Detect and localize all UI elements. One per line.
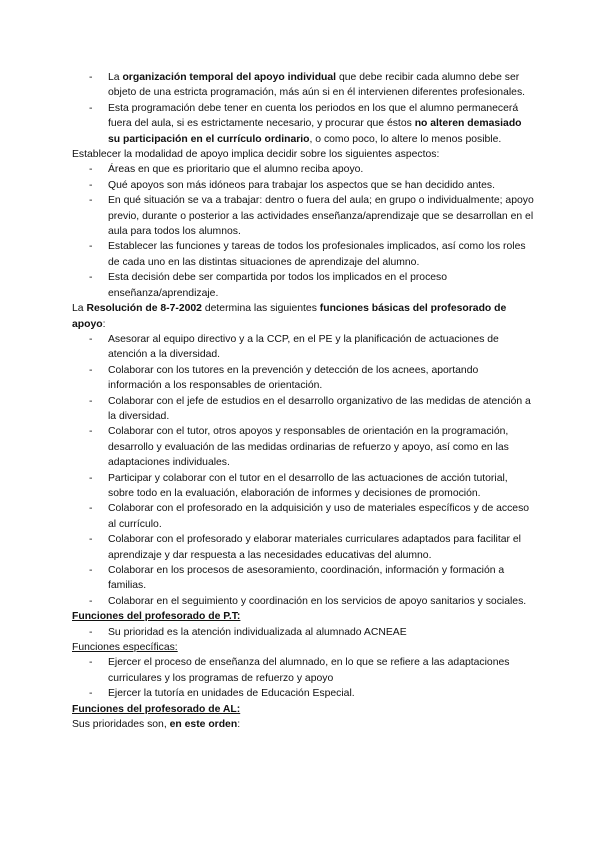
- list-item-text: [108, 596, 526, 607]
- list-item: [72, 686, 534, 701]
- list-item: [72, 471, 534, 502]
- text-run: , o como poco, lo altere lo menos posible.: [309, 133, 502, 145]
- bold-text: organización temporal del apoyo individual: [122, 72, 337, 83]
- text-run: Ejercer el proceso de enseñanza del alumnado, en lo que se refiere a las adaptaciones curriculares y los programas de refuerzo y apoyo: [108, 657, 510, 684]
- list-item: [72, 70, 534, 101]
- resolucion-intro: [72, 301, 534, 332]
- text-run: Establecer la modalidad de apoyo implica decidir sobre los siguientes aspectos:: [72, 149, 440, 161]
- text-run: Colaborar en los procesos de asesoramiento, coordinación, información y formación a familias.: [108, 565, 505, 592]
- text-run: Su prioridad es la atención individualizada al alumnado ACNEAE: [108, 626, 407, 638]
- bullet-dash: -: [89, 364, 93, 376]
- bullet-dash: -: [89, 626, 93, 638]
- section-heading-pt: Funciones del profesorado de P.T:: [72, 611, 241, 623]
- bullet-dash: -: [89, 102, 93, 114]
- bold-text: en este orden: [169, 719, 238, 731]
- text-run: Colaborar con el jefe de estudios en el desarrollo organizativo de las medidas de atención a la diversidad.: [108, 395, 531, 422]
- bold-text: no alteren demasiado su participación en el currículo ordinario: [108, 118, 522, 145]
- organizacion-apoyo-list: [72, 70, 534, 147]
- list-item-text: [108, 565, 504, 591]
- bold-text: funciones básicas del profesorado de apoyo: [72, 303, 507, 330]
- text-run: Ejercer la tutoría en unidades de Educación Especial.: [108, 688, 355, 700]
- list-item-text: [108, 473, 508, 499]
- list-item-text: [108, 503, 529, 529]
- bullet-dash: -: [89, 272, 93, 284]
- section-heading-especificas: Funciones específicas:: [72, 642, 178, 654]
- list-item: [72, 563, 534, 594]
- list-item-text: [108, 426, 509, 468]
- bullet-dash: -: [89, 472, 93, 484]
- text-run: La: [108, 72, 123, 83]
- bullet-dash: -: [89, 164, 93, 176]
- text-run: determina las siguientes: [201, 303, 320, 315]
- text-run: Esta programación debe tener en cuenta los periodos en los que el alumno permanecerá fuera del aula, si es estrictamente necesario, y procurar que éstos: [108, 102, 519, 130]
- text-run: Qué apoyos son más idóneos para trabajar los aspectos que se han decidido antes.: [108, 179, 496, 191]
- bullet-dash: -: [89, 657, 93, 669]
- modalidad-apoyo-list: [72, 162, 534, 301]
- bullet-dash: -: [89, 595, 93, 607]
- list-item-text: [108, 657, 509, 683]
- bullet-dash: -: [89, 565, 93, 576]
- document-body: [72, 70, 534, 732]
- list-item-text: [108, 241, 526, 267]
- list-item: [72, 625, 534, 640]
- modalidad-apoyo-intro: [72, 147, 534, 162]
- bullet-dash: -: [89, 503, 93, 515]
- text-run: La: [72, 303, 87, 315]
- text-run: Colaborar con el profesorado y elaborar materiales curriculares adaptados para facilitar el aprendizaje y dar respuesta a las necesidades educativas del alumno.: [108, 534, 521, 561]
- list-item: [72, 178, 534, 193]
- list-item: [72, 532, 534, 563]
- list-item: [72, 424, 534, 470]
- text-run: :: [237, 719, 241, 731]
- list-item-text: [108, 396, 531, 422]
- bullet-dash: -: [89, 426, 93, 438]
- text-run: Sus prioridades son,: [72, 719, 170, 731]
- list-item-text: [108, 72, 525, 98]
- text-run: Colaborar con el profesorado en la adquisición y uso de materiales específicos y de acceso al currículo.: [108, 503, 530, 530]
- list-item-text: [108, 365, 478, 391]
- list-item: [72, 394, 534, 425]
- funciones-basicas-list: [72, 332, 534, 609]
- list-item-text: [108, 334, 499, 360]
- funciones-especificas-list: [72, 655, 534, 701]
- bullet-dash: -: [89, 333, 93, 345]
- list-item-text: [108, 534, 521, 560]
- text-run: Establecer las funciones y tareas de todos los profesionales implicados, así como los roles de cada uno en las distintas situaciones de aprendizaje del alumno.: [108, 241, 526, 268]
- funciones-pt-list: [72, 625, 534, 640]
- list-item: [72, 363, 534, 394]
- list-item-text: [108, 180, 495, 191]
- list-item: [72, 655, 534, 686]
- bullet-dash: -: [89, 241, 93, 253]
- bullet-dash: -: [89, 395, 93, 407]
- section-heading-al: Funciones del profesorado de AL:: [72, 703, 241, 715]
- list-item-text: [108, 627, 407, 638]
- bullet-dash: -: [89, 688, 93, 700]
- list-item: [72, 332, 534, 363]
- text-run: Participar y colaborar con el tutor en el desarrollo de las actuaciones de acción tutorial, sobre todo en la evaluación, elaboración de informes y decisiones de promoción.: [108, 472, 508, 499]
- prioridades-intro: [72, 717, 534, 732]
- list-item: [72, 594, 534, 609]
- text-run: Asesorar al equipo directivo y a la CCP, en el PE y la planificación de actuaciones de atención a la diversidad.: [108, 333, 499, 361]
- text-run: que debe recibir cada alumno debe ser objeto de una estricta programación, más aún si en él intervienen diferentes profesionales.: [108, 72, 526, 99]
- list-item-text: [108, 103, 522, 145]
- list-item: [72, 162, 534, 177]
- text-run: Colaborar con el tutor, otros apoyos y responsables de orientación en la programación, desarrollo y evaluación de las medidas ordinarias de refuerzo y apoyo, así como en las adaptaciones individuales.: [108, 426, 509, 469]
- list-item: [72, 501, 534, 532]
- bold-text: Resolución de 8-7-2002: [86, 303, 202, 315]
- list-item: [72, 193, 534, 239]
- list-item-text: [108, 688, 355, 699]
- bullet-dash: -: [89, 534, 93, 546]
- text-run: Colaborar con los tutores en la prevención y detección de los acnees, aportando información a los responsables de orientación.: [108, 364, 479, 392]
- bullet-dash: -: [89, 179, 93, 191]
- list-item-text: [108, 164, 363, 175]
- list-item-text: [108, 195, 534, 237]
- bullet-dash: -: [89, 72, 93, 83]
- text-run: Colaborar en el seguimiento y coordinación en los servicios de apoyo sanitarios y sociales.: [108, 595, 527, 607]
- list-item: [72, 101, 534, 147]
- text-run: Esta decisión debe ser compartida por todos los implicados en el proceso enseñanza/aprendizaje.: [108, 272, 448, 299]
- bullet-dash: -: [89, 195, 93, 207]
- text-run: Áreas en que es prioritario que el alumno reciba apoyo.: [108, 164, 364, 176]
- list-item-text: [108, 272, 447, 298]
- text-run: En qué situación se va a trabajar: dentro o fuera del aula; en grupo o individualmente; apoyo previo, durante o posterior a las actividades enseñanza/aprendizaje que se desarrollan en el aula para todos los alumnos.: [108, 195, 534, 238]
- list-item: [72, 270, 534, 301]
- list-item: [72, 239, 534, 270]
- text-run: :: [102, 318, 106, 330]
